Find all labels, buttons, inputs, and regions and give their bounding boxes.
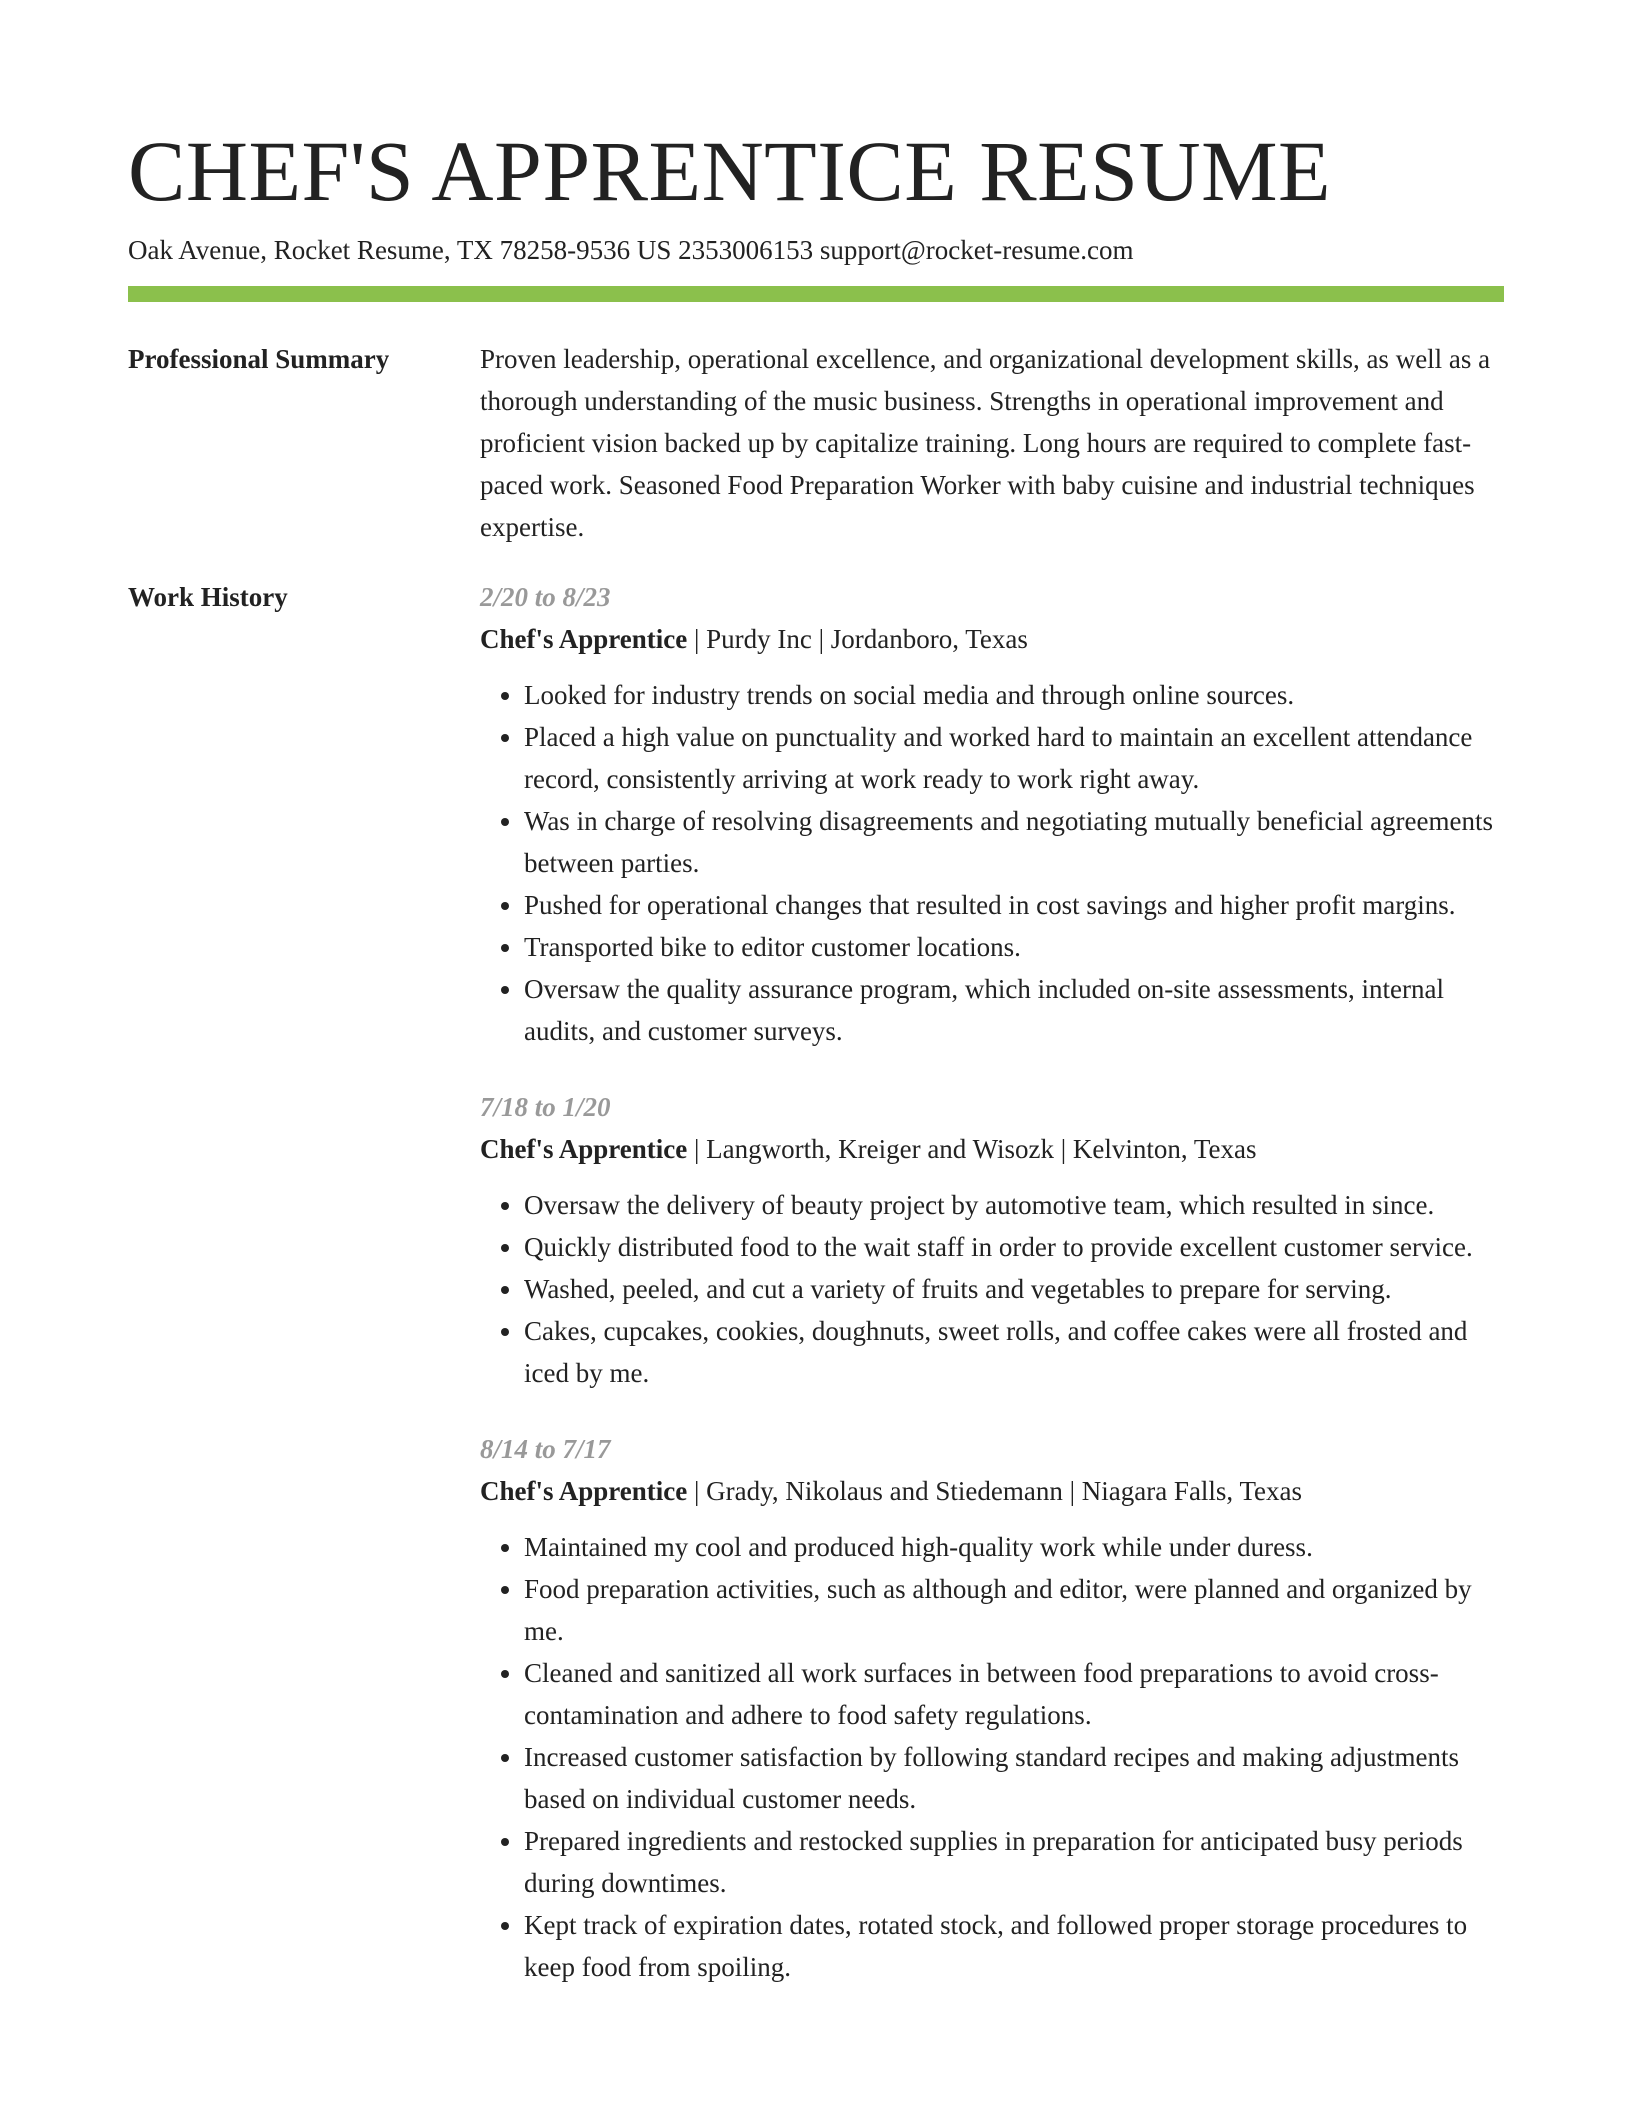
job-bullet-list (480, 1184, 1504, 1394)
job-heading-line (480, 1470, 1504, 1512)
job-bullet: • Oversaw the quality assurance program, which included on-site assessments, internal audits, and customer surveys. (524, 968, 1504, 1052)
job-employer-location: | Langworth, Kreiger and Wisozk | Kelvinton, Texas (687, 1134, 1257, 1164)
summary-section (128, 338, 1504, 548)
job-entry (480, 1086, 1504, 1394)
job-bullet: • Looked for industry trends on social media and through online sources. (524, 674, 1504, 716)
job-entry (480, 1428, 1504, 1988)
accent-divider (128, 286, 1504, 302)
work-history-heading: Work History (128, 582, 288, 612)
job-bullet: • Food preparation activities, such as although and editor, were planned and organized by me. (524, 1568, 1504, 1652)
job-bullet: • Maintained my cool and produced high-quality work while under duress. (524, 1526, 1504, 1568)
job-dates: 2/20 to 8/23 (480, 582, 611, 612)
work-history-body (480, 576, 1504, 2022)
job-title: Chef's Apprentice (480, 1134, 688, 1164)
job-bullet: • Pushed for operational changes that resulted in cost savings and higher profit margins. (524, 884, 1504, 926)
job-heading-line (480, 1128, 1504, 1170)
job-bullet: • Was in charge of resolving disagreements and negotiating mutually beneficial agreements between parties. (524, 800, 1504, 884)
job-title: Chef's Apprentice (480, 624, 688, 654)
job-employer-location: | Grady, Nikolaus and Stiedemann | Niagara Falls, Texas (687, 1476, 1303, 1506)
summary-text: Proven leadership, operational excellence, and organizational development skills, as well as a thorough understanding of the music business. Strengths in operational improvement and proficient vision backed up by capitalize training. Long hours are required to complete fast-paced work. Seasoned Food Preparation Worker with baby cuisine and industrial techniques expertise. (480, 344, 1491, 542)
work-history-section (128, 576, 1504, 2022)
resume-page (128, 0, 1504, 2022)
summary-heading: Professional Summary (128, 344, 390, 374)
job-bullet-list (480, 1526, 1504, 1988)
job-dates: 7/18 to 1/20 (480, 1092, 611, 1122)
job-entry (480, 576, 1504, 1052)
job-bullet: • Kept track of expiration dates, rotated stock, and followed proper storage procedures to keep food from spoiling. (524, 1904, 1504, 1988)
job-bullet: • Prepared ingredients and restocked supplies in preparation for anticipated busy periods during downtimes. (524, 1820, 1504, 1904)
job-heading-line (480, 618, 1504, 660)
job-bullet-list (480, 674, 1504, 1052)
job-title: Chef's Apprentice (480, 1476, 688, 1506)
page-title: CHEF'S APPRENTICE RESUME (128, 123, 1332, 219)
job-employer-location: | Purdy Inc | Jordanboro, Texas (687, 624, 1028, 654)
job-bullet: • Placed a high value on punctuality and worked hard to maintain an excellent attendance record, consistently arriving at work ready to work right away. (524, 716, 1504, 800)
summary-body (480, 338, 1504, 548)
job-dates: 8/14 to 7/17 (480, 1434, 611, 1464)
job-bullet: • Washed, peeled, and cut a variety of fruits and vegetables to prepare for serving. (524, 1268, 1504, 1310)
contact-line: Oak Avenue, Rocket Resume, TX 78258-9536 US 2353006153 support@rocket-resume.com (128, 235, 1134, 265)
job-bullet: • Oversaw the delivery of beauty project by automotive team, which resulted in since. (524, 1184, 1504, 1226)
job-bullet: • Transported bike to editor customer locations. (524, 926, 1504, 968)
job-bullet: • Quickly distributed food to the wait staff in order to provide excellent customer service. (524, 1226, 1504, 1268)
job-bullet: • Increased customer satisfaction by following standard recipes and making adjustments based on individual customer needs. (524, 1736, 1504, 1820)
job-bullet: • Cakes, cupcakes, cookies, doughnuts, sweet rolls, and coffee cakes were all frosted and iced by me. (524, 1310, 1504, 1394)
job-bullet: • Cleaned and sanitized all work surfaces in between food preparations to avoid cross-contamination and adhere to food safety regulations. (524, 1652, 1504, 1736)
